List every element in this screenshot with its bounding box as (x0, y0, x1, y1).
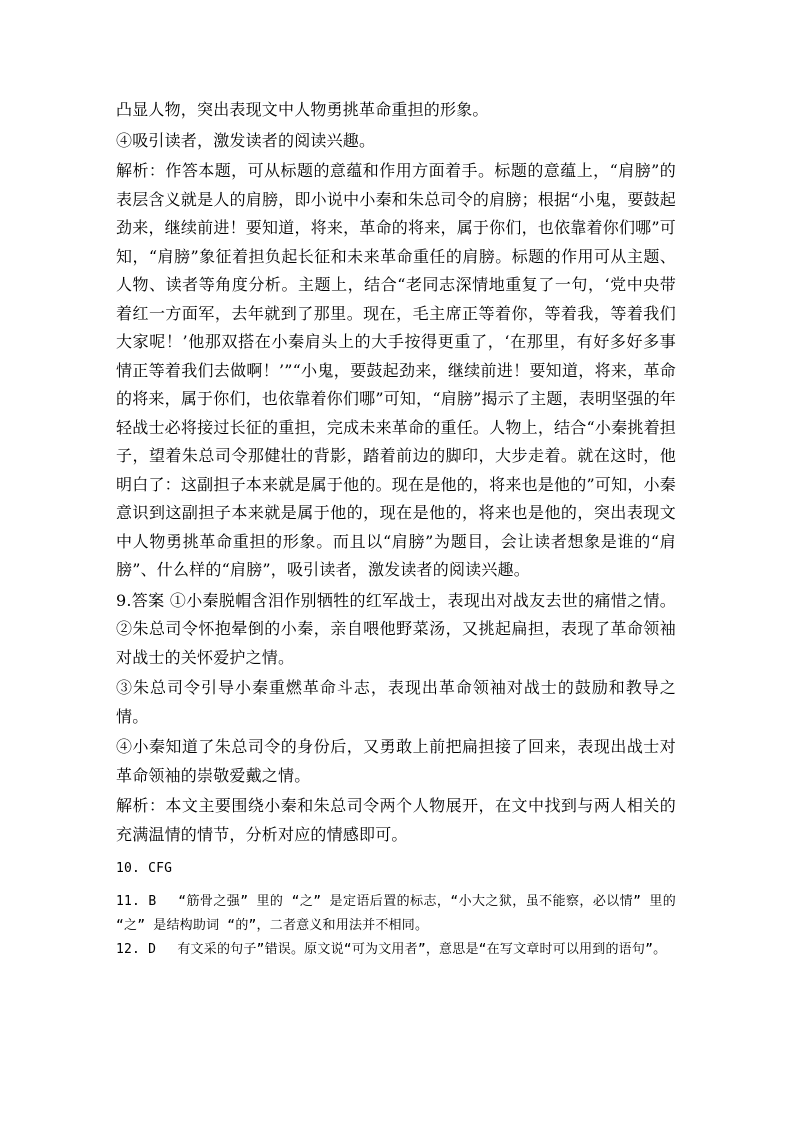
answer-10: 10. CFG (116, 861, 173, 876)
paragraph-analysis-9: 解析：本文主要围绕小秦和朱总司令两个人物展开，在文中找到与两人相关的充满温情的情节，分析对应的情感即可。 (116, 796, 676, 844)
paragraph-answer-9-point-4: ④小秦知道了朱总司令的身份后，又勇敢上前把扁担接了回来，表现出战士对革命领袖的崇敬爱戴之情。 (116, 737, 676, 785)
answer-12: 12. D 有文采的句子”错误。原文说“可为文用者”，意思是“在写文章时可以用到的语句”。 (116, 941, 667, 957)
paragraph-answer-9: 9.答案 ①小秦脱帽含泪作别牺牲的红军战士，表现出对战友去世的痛惜之情。②朱总司令怀抱晕倒的小秦，亲自喂他野菜汤，又挑起扁担，表现了革命领袖对战士的关怀爱护之情。 (116, 590, 676, 667)
answer-11: 11. B “筋骨之强” 里的 “之” 是定语后置的标志，“小大之狱，虽不能察，必以情” 里的 “之” 是结构助词 “的”，二者意义和用法并不相同。 (116, 893, 676, 933)
paragraph-figure-conclusion: 凸显人物，突出表现文中人物勇挑革命重担的形象。 (116, 100, 489, 119)
paragraph-reader-effect: ④吸引读者，激发读者的阅读兴趣。 (116, 130, 376, 150)
paragraph-analysis-8: 解析：作答本题，可从标题的意蕴和作用方面着手。标题的意蕴上，“肩膀”的表层含义就是人的肩膀，即小说中小秦和朱总司令的肩膀；根据“小鬼，要鼓起劲来，继续前进！要知道，将来，革命的将来，属于你们，也依靠着你们哪”可知，“肩膀”象征着担负起长征和未来革命重任的肩膀。标题的作用可从主题、人物、读者等角度分析。主题上，结合“老同志深情地重复了一句，‘党中央带着红一方面军，去年就到了那里。现在，毛主席正等着你，等着我，等着我们大家呢！’他那双搭在小秦肩头上的大手按得更重了，‘在那里，有好多好多事情正等着我们去做啊！’”“小鬼，要鼓起劲来，继续前进！要知道，将来，革命的将来，属于你们，也依靠着你们哪”可知，“肩膀”揭示了主题，表明坚强的年轻战士必将接过长征的重担，完成未来革命的重任。人物上，结合“小秦挑着担子，望着朱总司令那健壮的背影，踏着前边的脚印，大步走着。就在这时，他明白了：这副担子本来就是属于他的。现在是他的，将来也是他的”可知，小秦意识到这副担子本来就是属于他的，现在是他的，将来也是他的，突出表现文中人物勇挑革命重担的形象。而且以“肩膀”为题目，会让读者想象是谁的“肩膀”、什么样的“肩膀”，吸引读者，激发读者的阅读兴趣。 (116, 161, 676, 579)
paragraph-answer-9-point-3: ③朱总司令引导小秦重燃革命斗志，表现出革命领袖对战士的鼓励和教导之情。 (116, 678, 676, 726)
answer-content (116, 96, 676, 962)
